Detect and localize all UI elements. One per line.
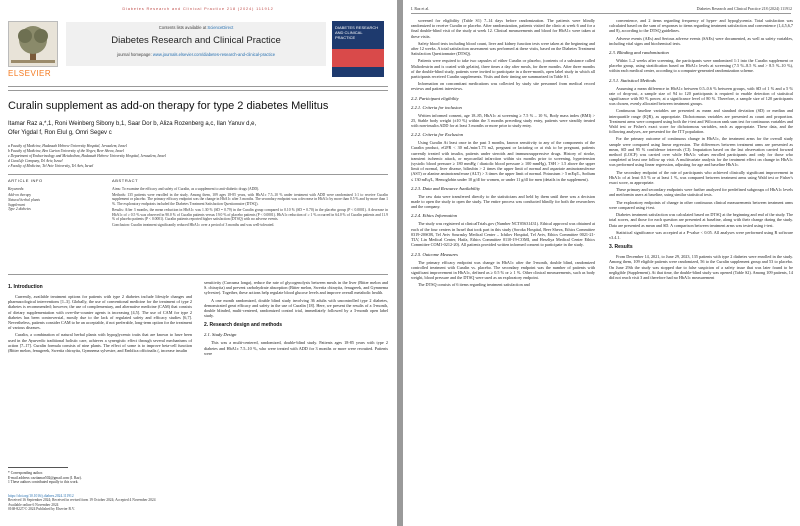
masthead-divider	[8, 86, 388, 87]
subsubsection-heading: 2.2.3. Data and Resource Availability	[411, 185, 481, 191]
abstract-divider	[8, 274, 388, 275]
right-page	[403, 0, 800, 526]
right-column-2	[609, 18, 793, 282]
journal-homepage-link[interactable]: www.journals.elsevier.com/diabetes-research-and-clinical-practice	[152, 52, 276, 57]
footnote: 1 These authors contributed equally to this work.	[8, 480, 79, 485]
elsevier-logo	[8, 21, 60, 81]
paragraph: screened for eligibility (Table S1) 7–14 days before randomization. The patients were blindly randomized to receive Curalin or placebo. After randomization, patients visited the clinic at week 6 and for a final double-blind visit of the study at week 12. Clinical measurements and blood for HbA1c were taken at these visits.	[411, 18, 595, 39]
received-dates: Received 16 September 2024; Received in revised form 19 October 2024; Accepted 4 November 2024	[8, 498, 156, 503]
paragraph: A one month randomized, double blind study involving 36 adults with uncontrolled type 2 diabetes, demonstrated great efficacy and safety in the use of Curalin [18]. Here, we present the results of a 3-month, double blinded, multi-centered, randomized control trial, immediately followed by a 3-month open label study.	[204, 297, 388, 319]
keywords-heading: Keywords:	[8, 187, 25, 191]
paragraph: Curalin, a combination of natural herbal plants with hypoglycemic traits that are known to have been used in the Ayurvedic traditional holistic care, achieves a synergistic effect through several mechanisms of action [7–17]. Curalin formula consists of nine plants. The effect of some is to improve beta-cell function (Bitter melon, fenugreek, Swertia chirayita, Gymnema sylvestre, and Emblica officinalis (, increase insulin	[8, 332, 192, 354]
keyword: Supplement	[8, 202, 26, 207]
publisher-name: ELSEVIER	[8, 69, 52, 78]
footnotes	[8, 471, 198, 485]
paragraph: Information on concomitant medications was collected by study site personnel from medical record reviews and patient interviews.	[411, 81, 595, 92]
running-header-authors: I. Raz et al.	[411, 6, 430, 11]
journal-masthead	[66, 22, 326, 66]
paragraph: sensitivity (Curcuma longa), reduce the rate of glycogenolysis between meals in the liver (Bitter melon and S. chirayita) and prevent carbohydrate absorption (Bitter melon, Swertia chirayita, fenugreek, and Gymnema sylvestre). Together, these actions help regulate blood glucose levels and improve overall metabolic health.	[204, 280, 388, 296]
subsubsection-heading: 2.2.2. Criteria for Exclusion	[411, 132, 464, 138]
available-online: Available online 6 November 2024	[8, 502, 59, 507]
paragraph: Continuous baseline variables are presented as mean and standard deviation (SD) or median and interquartile range (IQR), as appropriate. Dichotomous variables are presented as count and proportion. Treatment arms were compared using both the t-test and Wilcoxon rank sum test for continuous variables and Wald test or Fisher's exact score for dichotomous variables, each as appropriate. These data, and the following analyses, are presented for the ITT population.	[609, 108, 793, 135]
header-divider	[411, 13, 791, 14]
paragraph: convenience, and 2 items regarding frequency of hyper- and hypoglycemia. Total satisfaction was calculated based on the sum of responses to items regarding treatment satisfaction and convenience (1,4,5,6,7 and 8), according to the DTSQ guidelines.	[609, 18, 793, 34]
cover-title: DIABETES RESEARCH AND CLINICAL PRACTICE	[335, 25, 379, 40]
subsubsection-heading: 2.2.1. Criteria for inclusion	[411, 104, 462, 110]
abstract-methods: Methods: 135 patients were enrolled in the study. Among them, 109 ages 18-85 years, with HbA1c 7.5–10 % under treatment with ADD were randomized 1:1 to receive Curalin supplement or placebo. The primary efficacy endpoint was the change in HbA1c after 3 months. The secondary endpoint was a decrease in HbA1c by more than 0.5 % and by more than 1 %. The exploratory endpoints included the Diabetes Treatment Satisfaction Questionnaire (DTSQ).	[112, 192, 388, 207]
abstract	[112, 178, 388, 229]
paragraph: These primary and secondary endpoints were further analyzed for predefined subgroups of HbA1c levels and metformin users at baseline, using similar statistical tests.	[609, 187, 793, 198]
left-column-2	[204, 280, 388, 358]
paragraph: Within 1–2 weeks after screening, the participants were randomized 1:1 into the Curalin supplement or placebo group, using stratification based on HbA1c levels at screening (7.5 %–8.5 % and > 8.5 %–10 %), within each medical center, according to a computer-generated randomization scheme.	[609, 58, 793, 74]
subsubsection-heading: 2.2.4. Ethics Information	[411, 213, 458, 219]
subsubsection-heading: 2.2.5. Outcome Measures	[411, 251, 458, 257]
paragraph: Assuming a mean difference in HbA1c between 0.5–0.6 % between groups, with SD of 1 % and a 5 % rate of drop-out, a sample size of 94 to 120 participants is required to enable detection of statistical significance with 80 % power, at a significance level of 80 %. Therefore, a sample size of 120 participants was chosen, evenly allocated between treatment groups.	[609, 85, 793, 107]
footnote: E-mail address: razitamar502@gmail.com (I. Raz).	[8, 475, 82, 480]
paragraph: The exploratory endpoints of change in other continuous clinical measurements between treatment arms were compared using t-test.	[609, 199, 793, 210]
masthead-divider-2	[8, 90, 388, 91]
abstract-results: Results: After 3 months, the mean reduction in HbA1c was 1.30 % (SD = 0.79) in the Curalin group compared to 0.10 % (SD = 0.70) in the placebo group (P < 0.0001). A decrease in HbA1c of ≥ 0.5 % was observed in 90.0 % of Curalin patients versus 19.0 % of placebo patients (P < 0.0001). HbA1c reduction of ≥ 1 % occurred in 64.0 % of Curalin patients and 11.9 % of placebo patients (P < 0.0001). Curalin patients reported higher satisfaction (DTSQ) with no adverse events.	[112, 207, 388, 222]
footnote-rule	[8, 467, 68, 468]
authors-line-2: Ofer Yigdal f, Ron Elul g, Omri Segev c	[8, 130, 112, 136]
paragraph: The DTSQ consists of 6 items regarding treatment satisfaction and	[418, 282, 530, 288]
elsevier-tree-icon	[8, 21, 58, 67]
info-divider	[8, 174, 388, 175]
left-column-1	[8, 280, 192, 355]
affiliations	[8, 144, 338, 169]
abstract-aims: Aims: To examine the efficacy and safety of Curalin, as a supplement to anti-diabetic drugs (ADD).	[112, 187, 260, 191]
running-header-journal: Diabetes Research and Clinical Practice 218 (2024) 111912	[696, 6, 792, 11]
paragraph: The raw data were transferred directly to the statisticians and held by them until there was a decision made to open the study to open the study. The entire process was conducted blindly for both the researchers and the company.	[411, 193, 595, 210]
abstract-heading: ABSTRACT	[112, 178, 139, 183]
subsection-heading: 2.1. Study Design	[204, 332, 237, 338]
section-heading: 1. Introduction	[8, 284, 43, 290]
paragraph: The primary efficacy endpoint was change in HbA1c after the 3-month, double blind, randomized controlled treatment with Curalin vs. placebo. The secondary endpoint was the number of patients with significant improvement in HbA1c, defined as ≥ 0.5 % or ≥ 1 %. Other clinical measurements, such as body weight, blood pressure and the DTSQ were used as an exploratory endpoint.	[411, 259, 595, 281]
copyright: 0168-8227/© 2024 Published by Elsevier B.V.	[8, 507, 75, 512]
journal-homepage-line: journal homepage: www.journals.elsevier.com/diabetes-research-and-clinical-practice	[116, 52, 276, 57]
sciencedirect-link[interactable]: ScienceDirect	[207, 25, 234, 30]
author-list	[8, 120, 308, 138]
footnote: * Corresponding author.	[8, 471, 43, 475]
paragraph: Safety blood tests including blood count, liver and kidney function tests were taken at the beginning and after 12 weeks. A total satisfaction assessment was performed at these visits, based on the Diabetes Treatment Satisfaction Questionnaire (DTSQ).	[411, 40, 595, 57]
section-heading: 2. Research design and methods	[204, 322, 283, 329]
keyword: Type 2 diabetes	[8, 207, 31, 212]
subsection-heading: 2.2. Participant eligibility	[411, 95, 459, 101]
running-header: Diabetes Research and Clinical Practice 218 (2024) 111912	[122, 6, 274, 11]
paragraph: This was a multi-centered, randomized, double-blind study. Patients ages 18-85 years with type 2 diabetes and HbA1c 7.5–10 %, who were treated with ADD for 3 months or more were recruited. Patients were	[204, 340, 388, 356]
article-info-heading: ARTICLE INFO	[8, 178, 43, 183]
paragraph: Currently, available treatment options for patients with type 2 diabetes include lifestyle changes and pharmacological interventions [1–3]. Globally, the use of conventional medicine for the treatment of type 2 diabetes is recommended; however, the use of complementary, and alternative medicine (CAM) that consists of dietary supplementation with over-the-counter agents is increasing [4,5]. The use of CAM for type 2 diabetes has been controversial, mostly due to the lack of regulated safety and efficacy studies [6,7]. Nevertheless, patients consider CAM to be an acceptable, if not preferable, long-term option for the treatment of various diseases.	[8, 294, 192, 331]
paragraph: The secondary endpoint of the rate of participants who achieved clinically significant improvement in HbA1c of at least 0.5 % or at least 1 %, was compared between treatment arms using Wald test or Fisher's exact score, as appropriate.	[609, 169, 793, 186]
abstract-conclusion: Conclusion: Curalin treatment significantly reduced HbA1c over a period of 3 months and was well-tolerated.	[112, 222, 275, 227]
affiliation: d CuraLife Company, Tel Aviv, Israel	[8, 159, 63, 163]
contents-line: Contents lists available at ScienceDirect	[158, 25, 234, 30]
article-info	[8, 178, 98, 212]
journal-title: Diabetes Research and Clinical Practice	[111, 35, 281, 46]
keyword: Add-on therapy	[8, 193, 32, 197]
article-history	[8, 494, 208, 512]
paragraph: For the primary outcome of continuous change in HbA1c, the treatment arms for the overall study sample were compared using linear regression. The differences between treatment arms are presented as mean, SD and 95 % confidence intervals (CI). Imputation based on the last observation carried forward method (LOCF) was carried over while HbA1c values enrolled participants and only for those who completed at least one follow up visit. A multivariate analysis for the treatment effect on change in HbA1c was performed using linear regression, adjusting for age and baseline HbA1c.	[609, 136, 793, 168]
paragraph: The study was registered at clinicalTrials.gov (Number NCT05631431). Ethical approval was obtained at each of the four centers in Israel that took part in this study (Soroka Hospital, Beer Sheva, Ethics Committee 0319-20SOR, Tel Aviv Sourasky Medical Center – Ichilov Hospital, Tel Aviv, Ethics Committee 0021-21-TLV, Lin Medical Center, Haifa, Ethics Committee 0110-19-COMI, and Herzliya Medical Center Ethics Committee COM1-0212-20). All patients provided written informed consent to participate in the study.	[411, 221, 595, 248]
affiliation: b Faculty of Medicine, Ben Gurion University of the Negev, Beer Sheva, Israel	[8, 149, 124, 153]
article-title: Curalin supplement as add-on therapy for type 2 diabetes Mellitus	[8, 100, 329, 112]
keyword: Natural herbal plants	[8, 197, 40, 202]
journal-cover-thumbnail	[332, 21, 384, 77]
section-heading: 3. Results	[609, 244, 633, 251]
subsection-heading: 2.3. Blinding and randomization	[609, 50, 669, 56]
doi-link[interactable]: https://doi.org/10.1016/j.diabres.2024.111912	[8, 494, 74, 498]
paragraph: Patients were required to take two capsules of either Curalin or placebo, (contents of a substance called Maltodextrin and is coated with gelatin), three times a day after meals, for three months. After three months of the double-blind study, patients were invited to participate in a three-month, open label study in which all participants received Curalin supplements. Visits and their timing are summarized in Table S1.	[411, 58, 595, 80]
left-page	[0, 0, 397, 526]
paragraph: Diabetes treatment satisfaction was calculated based on DTSQ at the beginning and end of the study. The total scores, and those for each question are presented at baseline, along with their change during the study. Data are presented as mean and SD. A comparison between treatment arms was tested using t-test.	[609, 212, 793, 228]
affiliation: a Faculty of Medicine, Hadassah Hebrew University Hospital, Jerusalem, Israel	[8, 144, 127, 148]
affiliation: c Department of Endocrinology and Metabolism, Hadassah Hebrew University Hospital, Jerusalem, Israel	[8, 154, 166, 158]
subsubsection-heading: 2.3.1. Statistical Methods	[609, 77, 656, 83]
paragraph: Written informed consent, age 18–85, HbA1c at screening ≥ 7.5 % – 10 %, Body mass index (BMI) > 25, Stable body weight (±10 %) within the 3 months preceding study entry, patients were steadily treated with non-insulin ADD for at least 3 months or more prior to study entry.	[411, 112, 595, 129]
affiliation: e Faculty of Medicine, Tel Aviv University, Tel Aviv, Israel	[8, 164, 94, 168]
right-column-1	[411, 18, 595, 290]
paragraph: Adverse events (AEs) and Serious adverse events (SAEs) were documented, as well as safety variables, including vital signs and biochemical tests.	[609, 35, 793, 46]
paragraph: Using Curalin At least once in the past 3 months, known sensitivity to any of the components of the Curalin product, eGFR < 30 mL/min/1.73 m2, pregnant or lactating or at risk to be pregnant, patients currently treated with insulin, patients under steroids and immunosuppressive drugs. History of stroke, transient ischemic attack, or myocardial infarction within six months prior to screening, hypertension (systolic blood pressure ≥ 180 mmHg / diastolic blood pressure ≥ 100 mmHg), TSH > 1.5 above the upper limit of normal, liver disease, bilirubin > 2 times the upper limit of normal and aspartate aminotransferase (AST) or alanine aminotransferase (ALT) > 3 times the upper limit of normal. Potassium > 5 mEq/L, Sodium ≤ 130 mEq/L, Hemoglobin under 10 g/dl for women, or under 11 g/dl for men (details in the supplement).	[411, 140, 595, 182]
cover-stripe	[332, 49, 384, 67]
paragraph: From December 14, 2021, to June 29, 2023, 135 patients with type 2 diabetes were enrolled in the study. Among them, 109 eligible patients were randomized, 56 to the Curalin supplement group and 53 to placebo. On June 29th the study was stopped due to false suspicion of a safety issue that was later found to be negligible (Supplement). At that time, the double-blind study was opened (Table S2). Among 109 patients, 14 did not reach visit 3 and therefore had no HbA1c measurement	[609, 254, 793, 280]
authors-line-1: Itamar Raz a,*,1, Roni Weinberg Sibony b,1, Saar Dor b, Aliza Rozenberg a,c, Ilan Yanuv d,e,	[8, 121, 257, 127]
paragraph: Statistical significance was accepted at a P-value < 0.05. All analyses were performed using R software v3.4.1.	[609, 229, 793, 240]
